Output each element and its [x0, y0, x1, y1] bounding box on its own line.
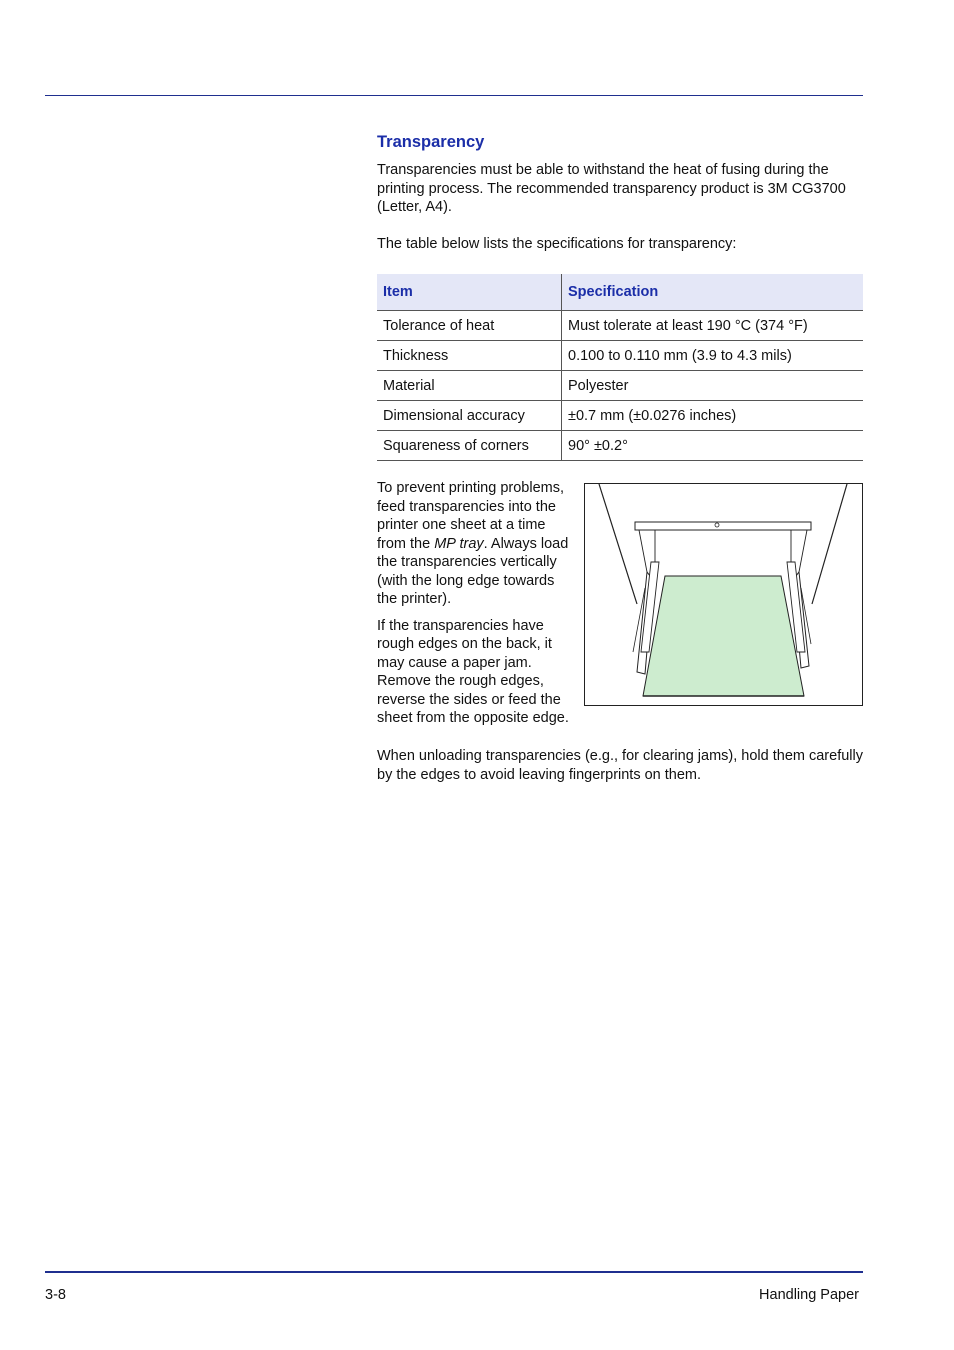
intro-paragraph: Transparencies must be able to withstand the heat of fusing during the printing process. The recommended transparency product is 3M CG3700 (Letter, A4). [377, 162, 846, 215]
header-item: Item [377, 274, 562, 311]
transparency-sheet [643, 576, 804, 696]
table-cell-item: Tolerance of heat [377, 311, 562, 341]
table-cell-item: Dimensional accuracy [377, 401, 562, 431]
table-cell-spec: 0.100 to 0.110 mm (3.9 to 4.3 mils) [562, 341, 864, 371]
feed-paragraph [377, 479, 577, 609]
main-content [377, 131, 863, 784]
section-title: Transparency [377, 133, 485, 151]
mp-tray-figure [584, 483, 863, 706]
printer-tray-illustration [585, 484, 862, 705]
table-row [377, 341, 863, 371]
unloading-paragraph: When unloading transparencies (e.g., for clearing jams), hold them carefully by the edges to avoid leaving fingerprints on them. [377, 748, 863, 783]
table-intro-paragraph: The table below lists the specifications for transparency: [377, 235, 737, 252]
spec-table [377, 274, 863, 461]
text-column [377, 479, 577, 736]
table-cell-item: Squareness of corners [377, 431, 562, 461]
table-cell-spec: 90° ±0.2° [562, 431, 864, 461]
table-row [377, 371, 863, 401]
feed-text-part2: . Always load the transparencies vertically (with the long edge towards the printer). [377, 535, 569, 607]
table-cell-item: Thickness [377, 341, 562, 371]
table-header-row [377, 274, 863, 311]
table-cell-spec: Polyester [562, 371, 864, 401]
header-rule [45, 95, 863, 96]
table-row [377, 311, 863, 341]
mp-tray-emphasis: MP tray [434, 535, 484, 552]
table-cell-spec: ±0.7 mm (±0.0276 inches) [562, 401, 864, 431]
table-row [377, 401, 863, 431]
feed-text-part1: To prevent printing problems, feed transparencies into the printer one sheet at a time from the [377, 480, 564, 552]
table-row [377, 431, 863, 461]
chapter-title: Handling Paper [759, 1287, 859, 1303]
text-figure-block [377, 479, 863, 747]
header-specification: Specification [562, 274, 864, 311]
rear-guide [635, 522, 811, 530]
table-cell-item: Material [377, 371, 562, 401]
footer-rule [45, 1271, 863, 1273]
rough-edges-paragraph: If the transparencies have rough edges on the back, it may cause a paper jam. Remove the rough edges, reverse the sides or feed the sheet from the opposite edge. [377, 617, 569, 726]
table-cell-spec: Must tolerate at least 190 °C (374 °F) [562, 311, 864, 341]
page-number: 3-8 [45, 1287, 66, 1303]
